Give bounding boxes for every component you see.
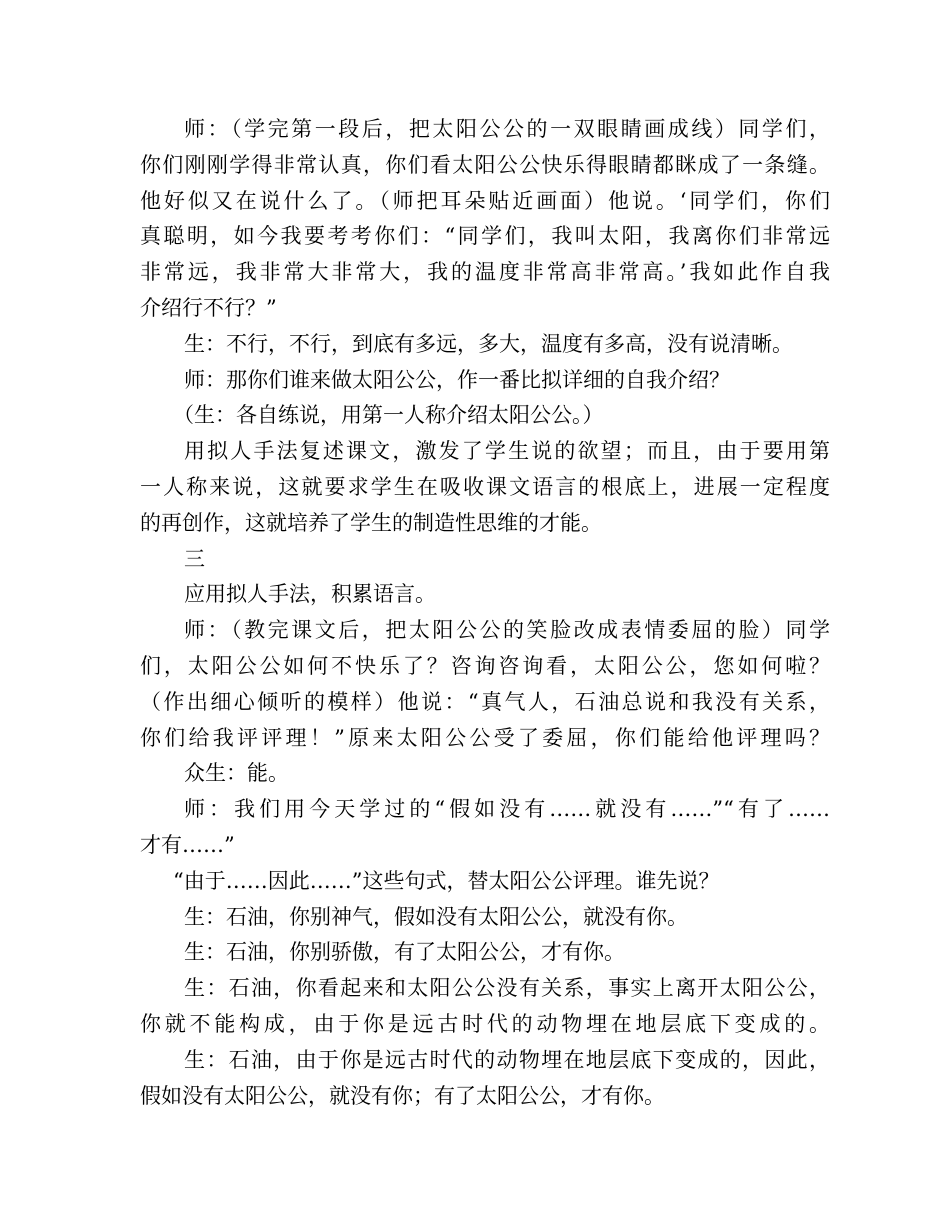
text-line: 你就不能构成，由于你是远古时代的动物埋在地层底下变成的。 xyxy=(140,1011,830,1036)
text-line: （生：各自练说，用第一人称介绍太阳公公。） xyxy=(173,403,604,428)
text-line: 真聪明，如今我要考考你们：“同学们，我叫太阳，我离你们非常远 xyxy=(140,224,830,249)
text-line: 假如没有太阳公公，就没有你；有了太阳公公，才有你。 xyxy=(140,1083,665,1108)
text-line: 一人称来说，这就要求学生在吸收课文语言的根底上，进展一定程度 xyxy=(140,474,830,499)
text-line: 介绍行不行？” xyxy=(140,295,277,320)
text-line: 生：石油，你别骄傲，有了太阳公公，才有你。 xyxy=(184,940,625,965)
text-line: 你们给我评评理！”原来太阳公公受了委屈，你们能给他评理吗？ xyxy=(140,725,830,750)
text-line: 生：石油，你看起来和太阳公公没有关系，事实上离开太阳公公， xyxy=(184,976,830,1001)
text-line: 才有……” xyxy=(140,832,235,857)
text-line: 用拟人手法复述课文，激发了学生说的欲望；而且，由于要用第 xyxy=(184,439,830,464)
text-line: 非常远，我非常大非常大，我的温度非常高非常高。’我如此作自我 xyxy=(140,260,830,285)
text-line: 师：（学完第一段后，把太阳公公的一双眼睛画成线）同学们， xyxy=(184,117,830,141)
text-line: 生：石油，你别神气，假如没有太阳公公，就没有你。 xyxy=(184,904,688,929)
text-line: 生：石油，由于你是远古时代的动物埋在地层底下变成的，因此， xyxy=(184,1047,830,1072)
text-line: 师：我们用今天学过的“假如没有……就没有……”“有了…… xyxy=(184,797,830,822)
text-line: （作出细心倾听的模样）他说：“真气人，石油总说和我没有关系， xyxy=(140,689,830,714)
text-line: 生：不行，不行，到底有多远，多大，温度有多高，没有说清晰。 xyxy=(184,331,793,356)
text-line: “由于……因此……”这些句式，替太阳公公评理。谁先说？ xyxy=(173,868,720,893)
text-line: 的再创作，这就培养了学生的制造性思维的才能。 xyxy=(140,510,602,535)
text-line: 师：那你们谁来做太阳公公，作一番比拟详细的自我介绍？ xyxy=(184,367,730,392)
text-line: 们，太阳公公如何不快乐了？咨询咨询看，太阳公公，您如何啦？ xyxy=(140,653,830,678)
section-number: 三 xyxy=(184,546,205,571)
text-line: 他好似又在说什么了。（师把耳朵贴近画面）他说。‘同学们，你们 xyxy=(140,188,830,213)
document-body xyxy=(140,112,830,1114)
text-line: 众生：能。 xyxy=(184,761,289,786)
text-line: 师：（教完课文后，把太阳公公的笑脸改成表情委屈的脸）同学 xyxy=(184,618,830,643)
text-line: 你们刚刚学得非常认真，你们看太阳公公快乐得眼睛都眯成了一条缝。 xyxy=(140,152,830,177)
text-line: 应用拟人手法，积累语言。 xyxy=(184,582,436,607)
